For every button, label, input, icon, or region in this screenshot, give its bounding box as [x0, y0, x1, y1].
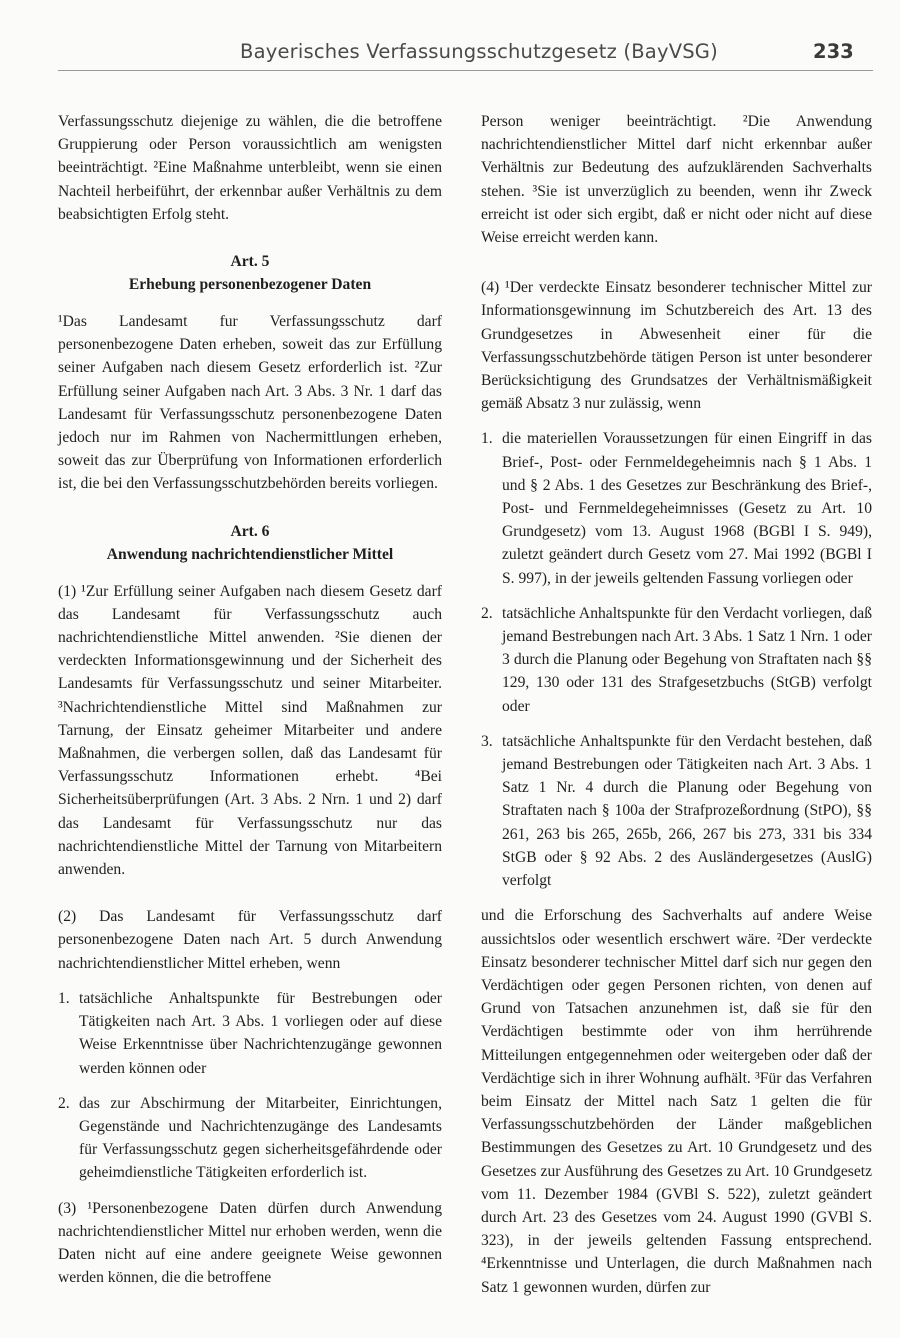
- right-column: [481, 110, 872, 1323]
- list-item: [481, 730, 872, 892]
- running-header-title: Bayerisches Verfassungsschutzgesetz (BayVSG): [240, 40, 718, 63]
- list-item-number: 1.: [58, 989, 70, 1007]
- page-number: 233: [813, 40, 854, 63]
- list-item-text: die materiellen Voraussetzungen für einen Eingriff in das Brief-, Post- oder Fernmeldegeheimnis nach § 1 Abs. 1 und § 2 Abs. 1 des Gesetzes zur Beschränkung des Brief-, Post- und Fernmeldegeheimnisses (Gesetz zu Art. 10 Grundgesetz) vom 13. August 1968 (BGBl I S. 949), zuletzt geändert durch Gesetz vom 27. Mai 1992 (BGBl I S. 997), in der jeweils geltenden Fassung vorliegen oder: [502, 430, 872, 587]
- article-5-text: ¹Das Landesamt fur Verfassungsschutz darf personenbezogene Daten erheben, soweit das zur Erfüllung seiner Aufgaben nach diesem Gesetz erforderlich ist. ²Zur Erfüllung seiner Aufgaben nach Art. 3 Abs. 3 Nr. 1 darf das Landesamt für Verfassungsschutz personenbezogene Daten jedoch nur im Rahmen von Nachermittlungen erheben, soweit das zur Überprüfung von Informationen erforderlich ist, die bei den Verfassungsschutzbehörden bereits vorliegen.: [58, 313, 442, 493]
- article-6-paragraph-1: (1) ¹Zur Erfüllung seiner Aufgaben nach diesem Gesetz darf das Landesamt für Verfassungsschutz auch nachrichtendienstliche Mittel anwenden. ²Sie dienen der verdeckten Informationsgewinnung und der Sicherheit des Landesamts für Verfassungsschutz und seiner Mitarbeiter. ³Nachrichtendienstliche Mittel sind Maßnahmen zur Tarnung, der Einsatz geheimer Mitarbeiter und andere Maßnahmen, die verbergen sollen, daß das Landesamt für Verfassungsschutz Informationen erhebt. ⁴Bei Sicherheitsüberprüfungen (Art. 3 Abs. 2 Nrn. 1 und 2) darf das Landesamt für Verfassungsschutz nur das nachrichtendienstliche Mittel der Tarnung von Mitarbeitern anwenden.: [58, 582, 442, 879]
- article-5-title: Erhebung personenbezogener Daten: [128, 276, 372, 294]
- list-item-number: 2.: [58, 1094, 70, 1112]
- list-item: [481, 602, 872, 718]
- article-6-paragraph-3: (3) ¹Personenbezogene Daten dürfen durch Anwendung nachrichtendienstlicher Mittel nur erhoben werden, wenn die Daten nicht auf eine andere geeignete Weise gewonnen werden können, die die betroffene: [58, 1199, 442, 1287]
- article-6-paragraph-4-continuation: und die Erforschung des Sachverhalts auf andere Weise aussichtslos oder wesentlich erschwert wäre. ²Der verdeckte Einsatz besonderer technischer Mittel darf sich nur gegen den Verdächtigen oder gegen Personen richten, von denen auf Grund von Tatsachen anzunehmen ist, daß sie für den Verdächtigen bestimmte oder von ihm herrührende Mitteilungen entgegennehmen oder weitergeben oder daß der Verdächtige sich in ihrer Wohnung aufhält. ³Für das Verfahren beim Einsatz der Mittel nach Satz 1 gelten die für Verfassungsschutzbehörden der Länder maßgeblichen Bestimmungen des Gesetzes zu Art. 10 Grundgesetz und des Gesetzes zur Ausführung des Gesetzes zu Art. 10 Grundgesetz vom 11. Dezember 1984 (GVBl S. 522), zuletzt geändert durch Art. 23 des Gesetzes vom 24. August 1990 (GVBl S. 323), in der jeweils geltenden Fassung entsprechend. ⁴Erkenntnisse und Unterlagen, die durch Maßnahmen nach Satz 1 gewonnen wurden, dürfen zur: [481, 907, 872, 1296]
- running-header: [0, 36, 900, 70]
- list-item: [58, 1092, 442, 1185]
- article-5-heading: [58, 250, 442, 296]
- article-6-heading: [58, 520, 442, 566]
- list-item-number: 1.: [481, 430, 493, 448]
- list-item: [58, 987, 442, 1080]
- header-rule: [58, 70, 873, 71]
- article-6-paragraph-2-list: [58, 987, 442, 1185]
- list-item-text: tatsächliche Anhaltspunkte für Bestrebungen oder Tätigkeiten nach Art. 3 Abs. 1 vorliegen oder auf diese Weise Erkenntnisse über Nachrichtenzugänge gewonnen werden können oder: [79, 989, 442, 1077]
- article-6-paragraph-2: (2) Das Landesamt für Verfassungsschutz darf personenbezogene Daten nach Art. 5 durch Anwendung nachrichtendienstlicher Mittel erheben, wenn: [58, 908, 442, 972]
- article-6-number: Art. 6: [230, 522, 270, 540]
- list-item-text: tatsächliche Anhaltspunkte für den Verdacht bestehen, daß jemand Bestrebungen oder Tätigkeiten nach Art. 3 Abs. 1 Satz 1 Nr. 4 durch die Planung oder Begehung von Straftaten nach § 100a der Strafprozeßordnung (StPO), §§ 261, 263 bis 265, 265b, 266, 267 bis 273, 331 bis 334 StGB oder § 92 Abs. 2 des Ausländergesetzes (AuslG) verfolgt: [502, 732, 872, 890]
- article-6-paragraph-4: (4) ¹Der verdeckte Einsatz besonderer technischer Mittel zur Informationsgewinnung im Schutzbereich des Art. 13 des Grundgesetzes in Abwesenheit einer für die Verfassungsschutzbehörde tätigen Person ist unter besonderer Berücksichtigung des Grundsatzes der Verhältnismäßigkeit gemäß Absatz 3 nur zulässig, wenn: [481, 279, 872, 413]
- list-item-number: 2.: [481, 604, 493, 622]
- list-item-text: tatsächliche Anhaltspunkte für den Verdacht vorliegen, daß jemand Bestrebungen nach Art. 3 Abs. 1 Satz 1 Nrn. 1 oder 3 durch die Planung oder Begehung von Straftaten nach §§ 129, 130 oder 131 des Strafgesetzbuchs (StGB) verfolgt oder: [502, 604, 872, 715]
- list-item: [481, 427, 872, 589]
- article-6-paragraph-4-list: [481, 427, 872, 892]
- paragraph-continuation: Verfassungsschutz diejenige zu wählen, die die betroffene Gruppierung oder Person voraussichtlich am wenigsten beeinträchtigt. ²Eine Maßnahme unterbleibt, wenn sie einen Nachteil herbeiführt, der erkennbar außer Verhältnis zu dem beabsichtigten Erfolg steht.: [58, 113, 442, 223]
- left-column: [58, 110, 442, 1313]
- list-item-number: 3.: [481, 732, 493, 750]
- list-item-text: das zur Abschirmung der Mitarbeiter, Einrichtungen, Gegenstände und Nachrichtenzugänge des Landesamts für Verfassungsschutz gegen sicherheitsgefährdende oder geheimdienstliche Tätigkeiten erforderlich ist.: [79, 1094, 442, 1182]
- paragraph-continuation: Person weniger beeinträchtigt. ²Die Anwendung nachrichtendienstlicher Mittel darf nicht erkennbar außer Verhältnis zur Bedeutung des aufzuklärenden Sachverhalts stehen. ³Sie ist unverzüglich zu beenden, wenn ihr Zweck erreicht ist oder sich ergibt, daß er nicht oder nicht auf diese Weise erreicht werden kann.: [481, 113, 872, 247]
- article-6-title: Anwendung nachrichtendienstlicher Mittel: [106, 545, 394, 563]
- article-5-number: Art. 5: [230, 253, 270, 271]
